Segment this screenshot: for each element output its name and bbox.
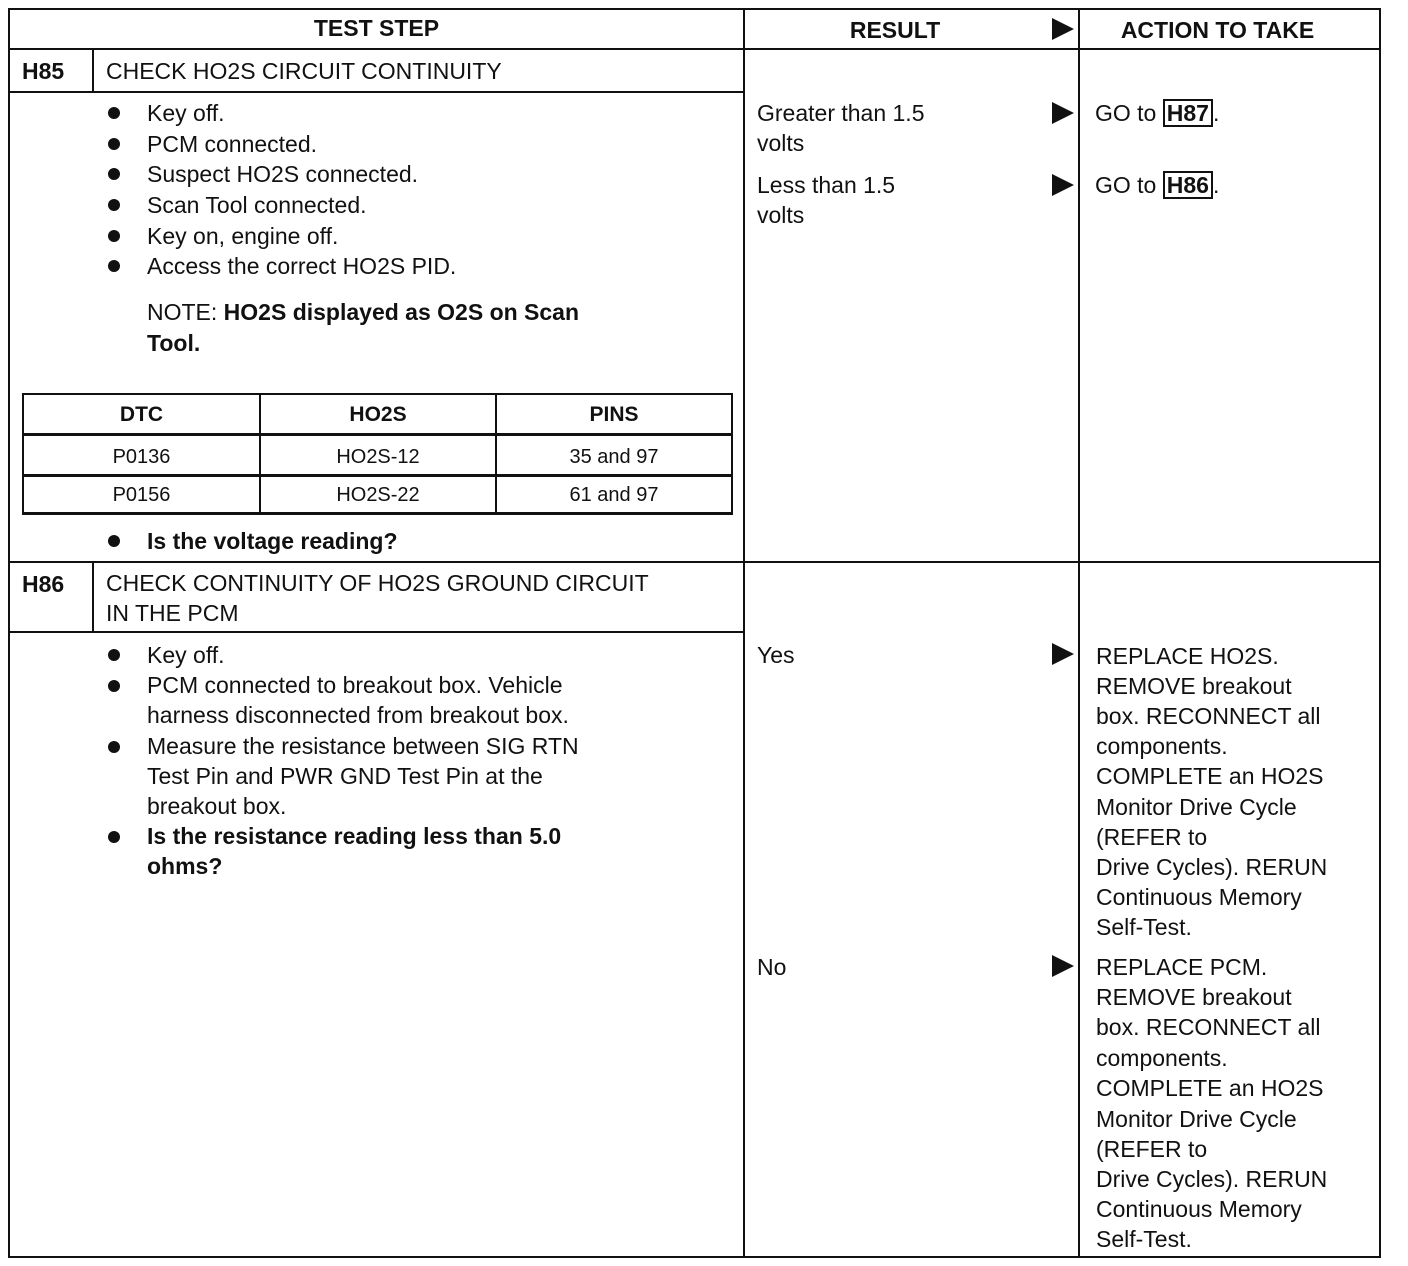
h86-result-yes: Yes (757, 642, 795, 668)
pin-table-header-rule (22, 433, 733, 436)
action-line: REPLACE PCM. (1096, 954, 1268, 980)
bullet-icon (108, 741, 120, 753)
action-line: components. (1096, 733, 1228, 759)
list-item-continuation: harness disconnected from breakout box. (147, 702, 569, 728)
h86-title-line-2: IN THE PCM (106, 600, 239, 626)
action-line: Monitor Drive Cycle (1096, 1106, 1297, 1132)
h86-question-line-2: ohms? (147, 853, 223, 879)
note-label: NOTE: (147, 299, 218, 325)
action-line: (REFER to (1096, 1136, 1208, 1162)
table-cell: 61 and 97 (569, 484, 659, 506)
table-border-top (8, 8, 1380, 10)
table-cell: HO2S-12 (336, 446, 420, 468)
action-line: Continuous Memory (1096, 884, 1302, 910)
table-border-left (8, 8, 10, 1258)
list-item: Access the correct HO2S PID. (147, 253, 457, 279)
table-cell: 35 and 97 (569, 446, 659, 468)
header-action: ACTION TO TAKE (1120, 17, 1315, 43)
list-item: Measure the resistance between SIG RTN (147, 733, 579, 759)
header-arrow-icon (1052, 18, 1074, 40)
bullet-icon (108, 107, 120, 119)
h85-action-1 (1095, 98, 1219, 129)
col-divider-2 (1078, 8, 1080, 1258)
action-line: Continuous Memory (1096, 1196, 1302, 1222)
pin-table-right (731, 393, 733, 515)
table-border-bottom (8, 1256, 1381, 1258)
bullet-icon (108, 168, 120, 180)
pin-table-header-pins: PINS (589, 403, 639, 426)
pin-table-header-dtc: DTC (119, 403, 164, 426)
result-arrow-icon (1052, 955, 1074, 977)
h86-title-line-1: CHECK CONTINUITY OF HO2S GROUND CIRCUIT (106, 570, 649, 596)
table-cell: HO2S-22 (336, 484, 420, 506)
action-line: Self-Test. (1096, 1226, 1192, 1252)
step-link-h86[interactable]: H86 (1163, 171, 1213, 199)
h85-title: CHECK HO2S CIRCUIT CONTINUITY (106, 58, 502, 84)
bullet-icon (108, 680, 120, 692)
action-line: box. RECONNECT all (1096, 703, 1321, 729)
header-test-step: TEST STEP (313, 15, 440, 41)
list-item: PCM connected to breakout box. Vehicle (147, 672, 563, 698)
list-item: Suspect HO2S connected. (147, 161, 419, 187)
list-item: Key off. (147, 642, 225, 668)
h85-result-2-line-2: volts (757, 202, 805, 228)
bullet-icon (108, 535, 120, 547)
h85-note-line-2: Tool. (147, 330, 201, 356)
table-cell: P0156 (112, 484, 171, 506)
table-border-right (1379, 8, 1381, 1258)
header-result: RESULT (849, 17, 941, 43)
list-item: Scan Tool connected. (147, 192, 367, 218)
h86-id-divider (92, 563, 94, 631)
action-line: box. RECONNECT all (1096, 1014, 1321, 1040)
col-divider-1 (743, 8, 745, 1258)
pin-table-row-rule (22, 474, 733, 477)
list-item-continuation: Test Pin and PWR GND Test Pin at the (147, 763, 543, 789)
h85-id-divider (92, 50, 94, 91)
h85-result-2-line-1: Less than 1.5 (757, 172, 896, 198)
list-item-continuation: breakout box. (147, 793, 287, 819)
pin-table-bottom (22, 512, 733, 515)
step-link-h87[interactable]: H87 (1163, 99, 1213, 127)
list-item: Key off. (147, 100, 225, 126)
note-text: HO2S displayed as O2S on Scan (223, 299, 580, 325)
bullet-icon (108, 649, 120, 661)
pin-table-top (22, 393, 733, 395)
header-bottom-rule (8, 48, 1380, 50)
action-line: Monitor Drive Cycle (1096, 794, 1297, 820)
h85-result-1-line-1: Greater than 1.5 (757, 100, 925, 126)
pin-table-header-ho2s: HO2S (349, 403, 407, 426)
bullet-icon (108, 230, 120, 242)
bullet-icon (108, 138, 120, 150)
bullet-icon (108, 831, 120, 843)
h86-question-line-1: Is the resistance reading less than 5.0 (147, 823, 562, 849)
action-line: Self-Test. (1096, 914, 1192, 940)
h85-action-2 (1095, 170, 1219, 201)
result-arrow-icon (1052, 174, 1074, 196)
list-item: PCM connected. (147, 131, 318, 157)
h85-result-1-line-2: volts (757, 130, 805, 156)
h85-title-rule (8, 91, 744, 93)
action-suffix: . (1212, 100, 1220, 126)
h85-step-id: H85 (22, 58, 65, 84)
action-line: COMPLETE an HO2S (1096, 763, 1324, 789)
action-line: COMPLETE an HO2S (1096, 1075, 1324, 1101)
result-arrow-icon (1052, 102, 1074, 124)
h85-note-line-1 (147, 297, 579, 328)
action-line: (REFER to (1096, 824, 1208, 850)
action-text: GO to (1095, 172, 1157, 198)
action-line: Drive Cycles). RERUN (1096, 854, 1328, 880)
table-cell: P0136 (112, 446, 171, 468)
list-item: Key on, engine off. (147, 223, 339, 249)
result-arrow-icon (1052, 643, 1074, 665)
action-line: Drive Cycles). RERUN (1096, 1166, 1328, 1192)
action-suffix: . (1212, 172, 1220, 198)
h86-step-id: H86 (22, 571, 65, 597)
action-line: REPLACE HO2S. (1096, 643, 1279, 669)
action-line: REMOVE breakout (1096, 984, 1292, 1010)
action-text: GO to (1095, 100, 1157, 126)
bullet-icon (108, 199, 120, 211)
bullet-icon (108, 260, 120, 272)
action-line: components. (1096, 1045, 1228, 1071)
h85-question: Is the voltage reading? (147, 528, 398, 554)
h86-title-rule (8, 631, 744, 633)
h86-result-no: No (757, 954, 787, 980)
step-separator (8, 561, 1381, 563)
action-line: REMOVE breakout (1096, 673, 1292, 699)
